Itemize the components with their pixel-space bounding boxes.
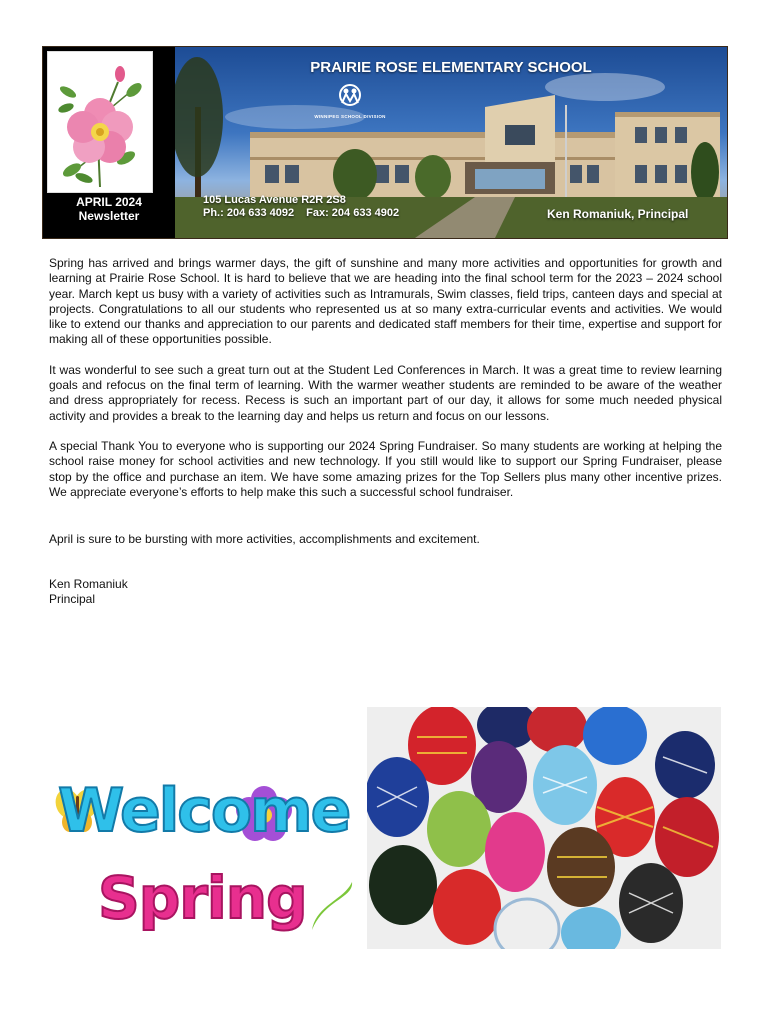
letter-paragraph-2: It was wonderful to see such a great turn out at the Student Led Conferences in March. It was a great time to review learning goals and refocus on the final term of learning. With the warmer weather students are reminded to be aware of the weather and dress appropriately for recess. Recess is such an important part of our day, it allows for some much needed physical activity and provides a break to the learning day and helps us return and focus on our lessons. (49, 362, 722, 423)
division-name: WINNIPEG SCHOOL DIVISION (314, 114, 386, 119)
newsletter-header (42, 46, 728, 239)
signature-name: Ken Romaniuk (49, 577, 128, 592)
phone-fax-line (203, 207, 411, 220)
letter-paragraph-3: A special Thank You to everyone who is supporting our 2024 Spring Fundraiser. So many students are working at helping the school raise money for school activities and new technology. If you still would like to support our Spring Fundraiser, please stop by the office and purchase an item. We have some amazing prizes for the Top Sellers plus many other incentive prizes. We appreciate everyone’s efforts to help make this such a successful school fundraiser. (49, 438, 722, 499)
prairie-rose-flower-illustration (47, 51, 153, 193)
header-side-panel (43, 47, 175, 238)
school-division-logo (309, 83, 391, 119)
spring-word: Spring (98, 864, 307, 932)
decorated-easter-eggs-photo (367, 707, 721, 949)
school-name-title: PRAIRIE ROSE ELEMENTARY SCHOOL (310, 59, 592, 76)
welcome-spring-graphic (54, 770, 364, 960)
letter-signature (49, 577, 722, 607)
issue-type: Newsletter (78, 209, 140, 223)
school-contact-info (203, 194, 411, 220)
division-logo-icon (333, 83, 367, 107)
header-principal-name: Ken Romaniuk, Principal (547, 207, 689, 221)
school-address: 105 Lucas Avenue R2R 2S8 (203, 194, 346, 206)
issue-label (43, 195, 175, 223)
issue-month: APRIL 2024 (76, 195, 142, 209)
letter-paragraph-1: Spring has arrived and brings warmer days, the gift of sunshine and many more activities and opportunities for growth and learning at Prairie Rose School. It is hard to believe that we are heading into the final school term for the 2023 – 2024 school year. March kept us busy with a variety of activities such as Intramurals, Swim classes, field trips, canteen days and special at projects. Congratulations to all our students who represented us at so many extra-curricular events and activities. We would like to extend our thanks and appreciation to our parents and dedicated staff members for their time, expertise and support for making all of these opportunities possible. (49, 256, 722, 347)
school-fax: Fax: 204 633 4902 (306, 207, 400, 219)
letter-closing: April is sure to be bursting with more activities, accomplishments and excitement. (49, 532, 480, 547)
school-phone: Ph.: 204 633 4092 (203, 207, 295, 219)
welcome-word: Welcome (58, 776, 350, 846)
principal-letter (49, 256, 722, 607)
signature-title: Principal (49, 592, 96, 607)
